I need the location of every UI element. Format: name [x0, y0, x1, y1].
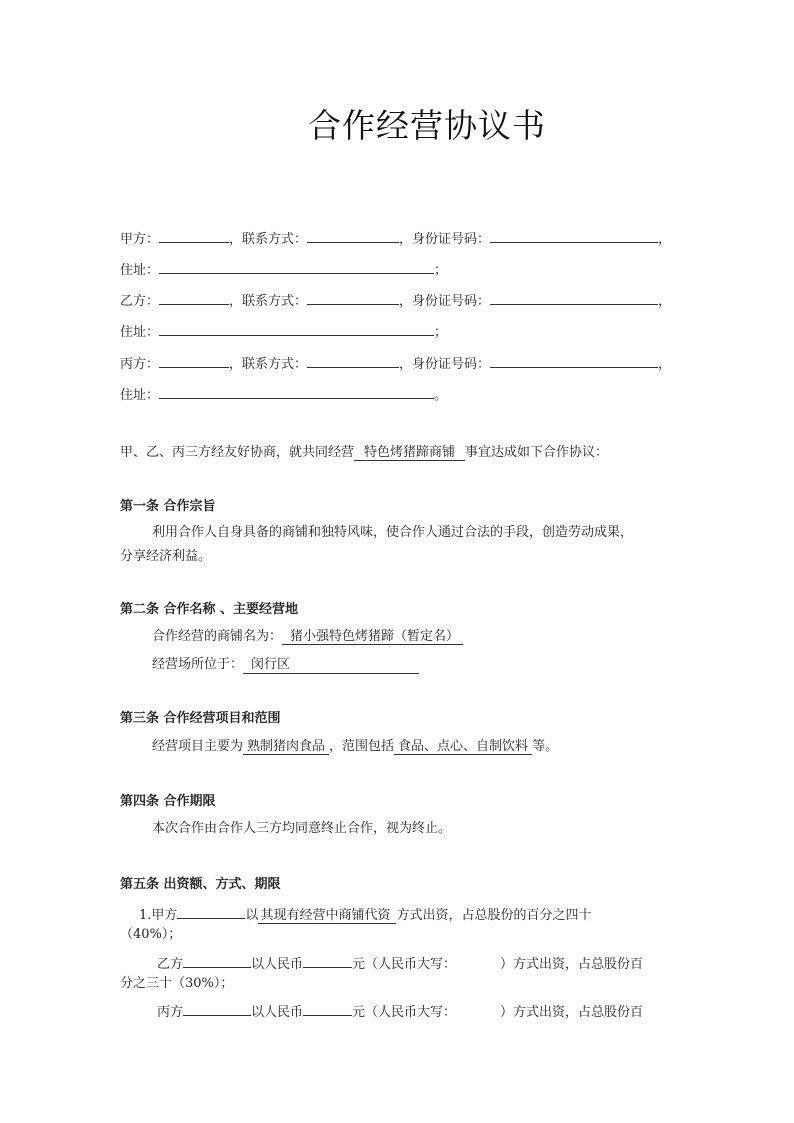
list-number: 1.	[139, 908, 152, 923]
party-b-address	[120, 322, 447, 341]
party-c-line	[120, 354, 671, 373]
contact-label: ，联系方式：	[229, 357, 308, 372]
punct: ，	[658, 232, 672, 247]
id-label: ，身份证号码：	[399, 232, 491, 247]
contact-label: ，联系方式：	[229, 232, 308, 247]
text: ）方式出资，占总股份百	[500, 957, 644, 972]
punct: ；	[434, 325, 448, 340]
party-a-contribution	[139, 905, 591, 924]
article-1-text: 利用合作人自身具备的商铺和独特风味，使合作人通过合法的手段，创造劳动成果，	[152, 525, 634, 540]
id-blank[interactable]	[490, 229, 658, 243]
main-items-field[interactable]: 熟制猪肉食品	[243, 739, 329, 755]
punct: 。	[434, 388, 448, 403]
text: 以	[245, 908, 259, 923]
amount-blank[interactable]	[303, 954, 352, 968]
document-title: 合作经营协议书	[308, 106, 546, 145]
party-c-contribution	[157, 1002, 643, 1021]
text: ）方式出资，占总股份百	[500, 1005, 644, 1020]
scope-line	[152, 739, 558, 755]
party-name-blank[interactable]	[159, 229, 229, 243]
article-1-heading: 第一条 合作宗旨	[120, 499, 216, 514]
party-b-name-blank[interactable]	[183, 954, 251, 968]
shop-name-field[interactable]: 猪小强特色烤猪蹄（暂定名）	[282, 629, 463, 645]
contact-blank[interactable]	[307, 229, 399, 243]
contact-blank[interactable]	[307, 291, 399, 305]
address-blank[interactable]	[159, 260, 434, 274]
scope-field[interactable]: 食品、点心、自制饮料	[394, 739, 532, 755]
intro-text: 事宜达成如下合作协议：	[465, 445, 609, 460]
address-label: 住址：	[120, 388, 160, 403]
contribution-method-field[interactable]: 其现有经营中商铺代资	[258, 908, 396, 924]
party-label: 甲方	[151, 908, 178, 923]
party-a-address	[120, 260, 447, 279]
party-a-name-blank[interactable]	[177, 905, 245, 919]
address-blank[interactable]	[159, 385, 434, 399]
location-label: 经营场所位于：	[152, 657, 244, 672]
party-b-contribution-cont: 分之三十（30%）；	[120, 976, 234, 991]
contact-blank[interactable]	[307, 354, 399, 368]
party-label: 丙方：	[120, 357, 160, 372]
party-name-blank[interactable]	[159, 354, 229, 368]
scope-text: ，范围包括	[329, 739, 395, 754]
article-5-heading: 第五条 出资额、方式、期限	[120, 877, 281, 892]
location-field[interactable]: 闵行区	[243, 657, 419, 674]
scope-text: 等。	[532, 739, 559, 754]
party-label: 乙方：	[120, 294, 160, 309]
article-4-heading: 第四条 合作期限	[120, 794, 216, 809]
article-3-heading: 第三条 合作经营项目和范围	[120, 711, 281, 726]
text: 元（人民币大写：	[352, 1005, 457, 1020]
party-a-line	[120, 229, 671, 248]
text: 方式出资，占总股份的百分之四十	[396, 908, 592, 923]
intro-text: 甲、乙、丙三方经友好协商，就共同经营	[120, 445, 355, 460]
business-name-field[interactable]: 特色烤猪蹄商铺	[354, 445, 465, 461]
id-label: ，身份证号码：	[399, 294, 491, 309]
text: 元（人民币大写：	[352, 957, 457, 972]
party-c-address	[120, 385, 447, 404]
intro-paragraph	[120, 445, 608, 461]
text: 以人民币	[251, 957, 304, 972]
amount-blank[interactable]	[303, 1002, 352, 1016]
shop-name-label: 合作经营的商铺名为：	[152, 629, 283, 644]
article-4-text: 本次合作由合作人三方均同意终止合作，视为终止。	[152, 821, 452, 836]
party-b-line	[120, 291, 671, 310]
contact-label: ，联系方式：	[229, 294, 308, 309]
party-label: 丙方	[157, 1005, 184, 1020]
address-label: 住址：	[120, 325, 160, 340]
article-2-heading: 第二条 合作名称 、主要经营地	[120, 602, 299, 617]
party-c-name-blank[interactable]	[183, 1002, 251, 1016]
party-name-blank[interactable]	[159, 291, 229, 305]
id-label: ，身份证号码：	[399, 357, 491, 372]
address-blank[interactable]	[159, 322, 434, 336]
article-1-text: 分享经济利益。	[120, 549, 212, 564]
party-label: 甲方：	[120, 232, 160, 247]
id-blank[interactable]	[490, 354, 658, 368]
location-line	[152, 657, 419, 674]
shop-name-line	[152, 629, 463, 645]
party-a-contribution-cont: （40%）；	[120, 927, 182, 942]
punct: ，	[658, 357, 672, 372]
punct: ；	[434, 263, 448, 278]
scope-text: 经营项目主要为	[152, 739, 244, 754]
address-label: 住址：	[120, 263, 160, 278]
party-b-contribution	[157, 954, 643, 973]
text: 以人民币	[251, 1005, 304, 1020]
id-blank[interactable]	[490, 291, 658, 305]
punct: ，	[658, 294, 672, 309]
party-label: 乙方	[157, 957, 184, 972]
